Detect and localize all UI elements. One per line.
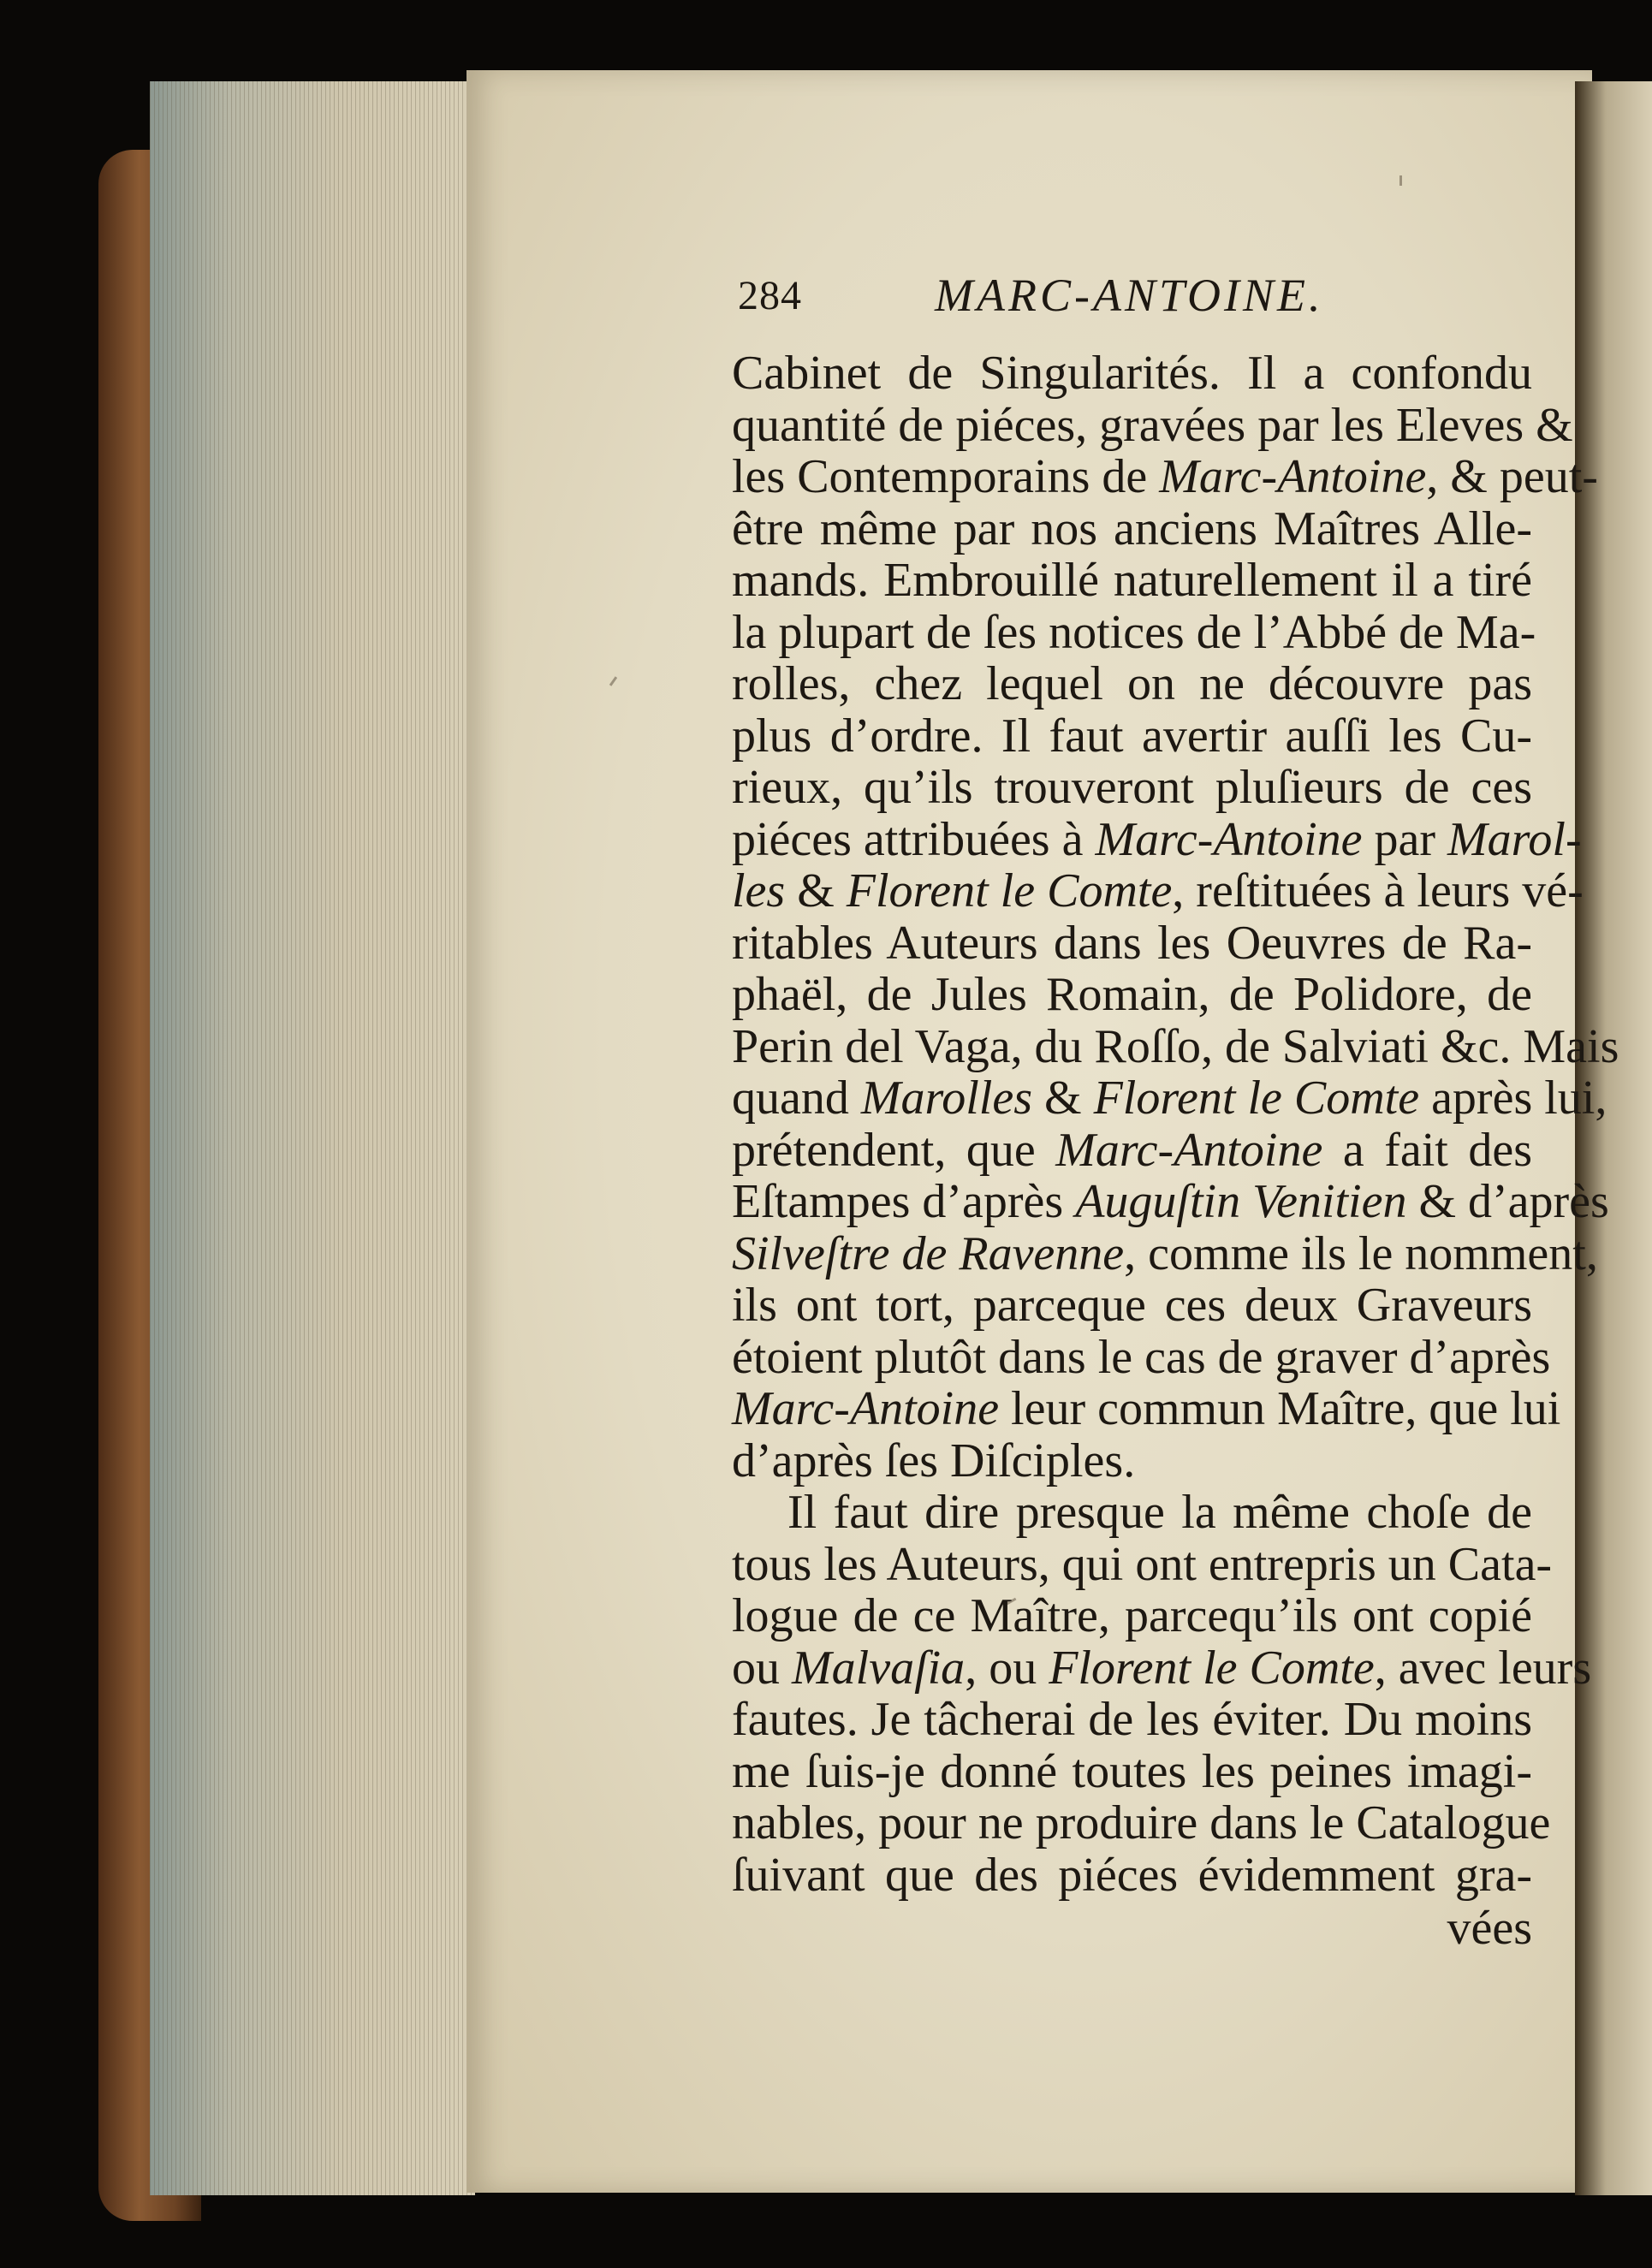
text-line [732,657,1532,710]
text-run: quantité de piéces, gravées par les Eleves & [732,398,1573,452]
text-line [732,968,1532,1021]
text-run: Cabinet de Singularités. Il a confondu [732,347,1532,400]
text-line [732,1226,1598,1280]
text-line [732,398,1573,452]
text-run: Il faut dire presque la même choſe de [787,1486,1532,1539]
text-run: être même par nos anciens Maîtres Alle- [732,502,1532,555]
text-line [732,864,1584,917]
text-run: phaël, de Jules Romain, de Polidore, de [732,968,1532,1021]
text-run: leur commun Maître, que lui [999,1382,1561,1435]
text-run: Perin del Vaga, du Roſſo, de Salviati &c. Mais [732,1019,1619,1073]
text-run: rolles, chez lequel on ne découvre pas [732,657,1532,710]
italic-name: Marc-Antoine [1095,812,1363,866]
text-run: tous les Auteurs, qui ont entrepris un Cata- [732,1537,1553,1591]
text-run: ou [732,1641,792,1695]
text-line [732,1693,1532,1746]
text-run: ils ont tort, parceque ces deux Graveurs [732,1279,1532,1332]
text-run: ſuivant que des piéces évidemment gra- [732,1848,1532,1902]
text-line [732,709,1532,763]
text-run: a fait des [1322,1123,1533,1177]
text-run: prétendent, que [732,1123,1056,1177]
text-line [732,347,1532,400]
text-line [732,450,1598,503]
text-line [732,1019,1619,1073]
text-line [732,1072,1607,1125]
text-line [732,502,1532,555]
text-line [732,605,1536,659]
text-line [732,1589,1532,1642]
text-run: mands. Embrouillé naturellement il a tiré [732,554,1532,607]
text-run: & [1032,1072,1094,1125]
text-run: la plupart de ſes notices de l’Abbé de Ma- [732,605,1536,659]
text-line [732,1382,1561,1435]
italic-name: Auguſtin Venitien [1075,1175,1407,1228]
text-run: , comme ils le nomment, [1124,1226,1598,1280]
text-run: , avec leurs [1374,1641,1592,1695]
italic-name: Marc-Antoine [1055,1123,1323,1177]
italic-name: Marc-Antoine [1159,450,1427,503]
text-line [732,1537,1553,1591]
text-run: après lui, [1419,1072,1607,1125]
text-run: rieux, qu’ils trouveront pluſieurs de ces [732,761,1532,814]
catchword: vées [1447,1902,1532,1955]
text-line [732,1434,1532,1487]
text-run: quand [732,1072,861,1125]
text-run: , & peut- [1426,450,1598,503]
text-run: ritables Auteurs dans les Oeuvres de Ra- [732,916,1532,970]
text-line [732,1330,1551,1384]
italic-name: Florent le Comte [846,864,1173,917]
text-line [732,1796,1551,1849]
italic-name: les [732,864,786,917]
text-run: d’après ſes Diſciples. [732,1434,1136,1487]
italic-name: Marol- [1447,812,1582,866]
text-run: , reſtituées à leurs vé- [1172,864,1584,917]
italic-name: Florent le Comte [1049,1641,1375,1695]
text-line [732,1175,1609,1228]
italic-name: Florent le Comte [1093,1072,1420,1125]
running-title: MARC-ANTOINE. [935,270,1324,321]
text-run: , ou [965,1641,1049,1695]
italic-name: Marolles [860,1072,1032,1125]
text-run: & d’après [1406,1175,1609,1228]
text-run: fautes. Je tâcherai de les éviter. Du moins [732,1693,1532,1746]
text-line [732,1849,1532,1902]
italic-name: Silveſtre de Ravenne [732,1226,1125,1280]
text-line [787,1486,1532,1539]
text-line [732,917,1532,970]
text-line [732,1641,1592,1695]
text-run: Eſtampes d’après [732,1175,1076,1228]
text-run: me ſuis-je donné toutes les peines imagi- [732,1744,1532,1798]
text-run: logue de ce Maître, parcequ’ils ont copié [732,1589,1532,1642]
text-line [732,761,1532,814]
text-run: étoient plutôt dans le cas de graver d’après [732,1330,1551,1384]
text-run: piéces attribuées à [732,812,1096,866]
text-run: plus d’ordre. Il faut avertir auſſi les Cu- [732,709,1532,763]
text-line [732,1124,1532,1177]
text-line [732,554,1532,607]
text-run: nables, pour ne produire dans le Catalogue [732,1796,1551,1849]
text-line [732,1279,1532,1332]
text-line [732,1745,1532,1798]
page-number: 284 [738,273,802,318]
text-run: les Contemporains de [732,450,1160,503]
italic-name: Malvaſia [792,1641,966,1695]
text-line [732,812,1582,866]
text-run: & [785,864,847,917]
italic-name: Marc-Antoine [732,1382,1000,1435]
text-run: par [1362,812,1448,866]
